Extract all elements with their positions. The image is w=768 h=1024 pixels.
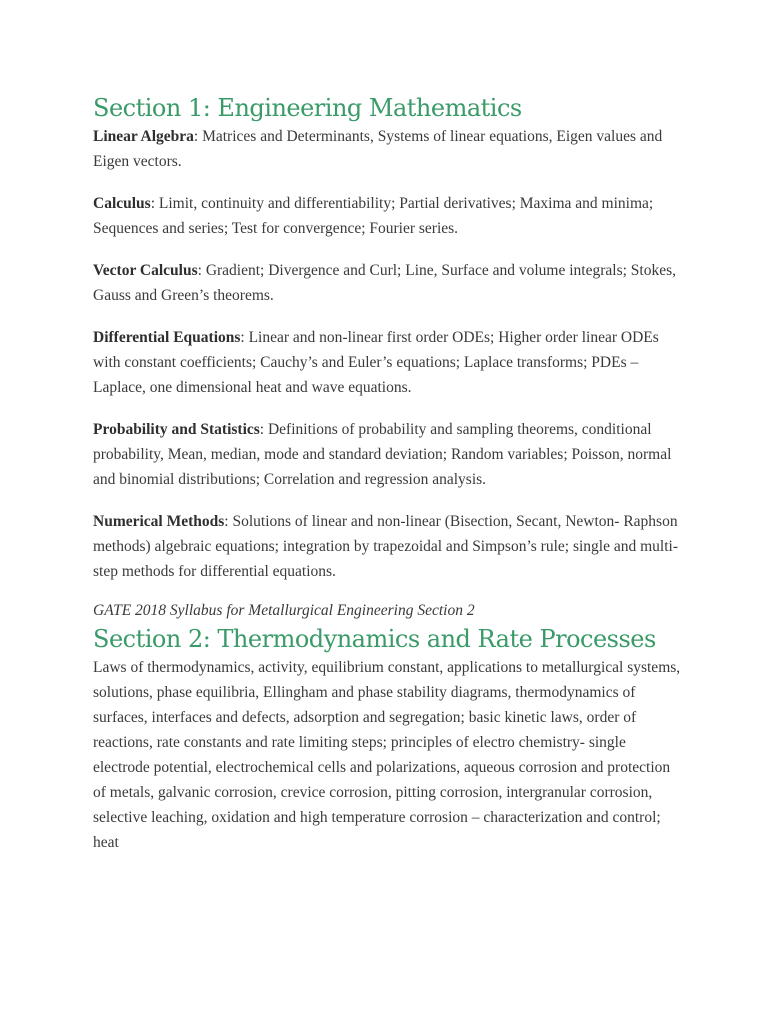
topic-text: Solutions of linear and non-linear (Bisection, Secant, Newton- Raphson methods) algebraic equations; integration by trapezoidal and Simpson’s rule; single and multi-step methods for differential equations. — [93, 513, 678, 580]
topic-name: Vector Calculus — [93, 262, 198, 279]
section-2-body: Laws of thermodynamics, activity, equilibrium constant, applications to metallurgical systems, solutions, phase equilibria, Ellingham and phase stability diagrams, thermodynamics of surfaces, interfaces and defects, adsorption and segregation; basic kinetic laws, order of reactions, rate constants and rate limiting steps; principles of electro chemistry- single electrode potential, electrochemical cells and polarizations, aqueous corrosion and protection of metals, galvanic corrosion, crevice corrosion, pitting corrosion, intergranular corrosion, selective leaching, oxidation and high temperature corrosion – characterization and control; heat — [93, 659, 681, 851]
section-2-caption: GATE 2018 Syllabus for Metallurgical Engineering Section 2 — [93, 602, 475, 619]
topic-separator: : — [240, 329, 249, 346]
topic-separator: : — [224, 513, 233, 530]
topic-numerical-methods — [93, 509, 683, 584]
topic-differential-equations — [93, 325, 683, 400]
section-2-heading: Section 2: Thermodynamics and Rate Processes — [93, 625, 656, 653]
topic-separator: : — [259, 421, 268, 438]
topic-text: Gradient; Divergence and Curl; Line, Surface and volume integrals; Stokes, Gauss and Green’s theorems. — [93, 262, 676, 304]
topic-separator: : — [150, 195, 159, 212]
topic-name: Linear Algebra — [93, 128, 194, 145]
topic-name: Probability and Statistics — [93, 421, 260, 438]
topic-separator: : — [193, 128, 203, 145]
topic-text: Linear and non-linear first order ODEs; Higher order linear ODEs with constant coefficients; Cauchy’s and Euler’s equations; Laplace transforms; PDEs –Laplace, one dimensional heat and wave equations. — [93, 329, 659, 396]
section-1-heading: Section 1: Engineering Mathematics — [93, 94, 522, 122]
topic-text: Definitions of probability and sampling theorems, conditional probability, Mean, median, mode and standard deviation; Random variables; Poisson, normal and binomial distributions; Correlation and regression analysis. — [93, 421, 672, 488]
topic-text: Matrices and Determinants, Systems of linear equations, Eigen values and Eigen vectors. — [93, 128, 663, 170]
topic-name: Differential Equations — [93, 329, 241, 346]
topic-vector-calculus — [93, 258, 683, 308]
topic-text: Limit, continuity and differentiability; Partial derivatives; Maxima and minima; Sequences and series; Test for convergence; Fourier series. — [93, 195, 654, 237]
topic-linear-algebra — [93, 124, 683, 174]
topic-probability-statistics — [93, 417, 683, 492]
topic-calculus — [93, 191, 683, 241]
topic-separator: : — [197, 262, 206, 279]
document-page — [93, 92, 683, 855]
topic-name: Numerical Methods — [93, 513, 225, 530]
topic-name: Calculus — [93, 195, 151, 212]
